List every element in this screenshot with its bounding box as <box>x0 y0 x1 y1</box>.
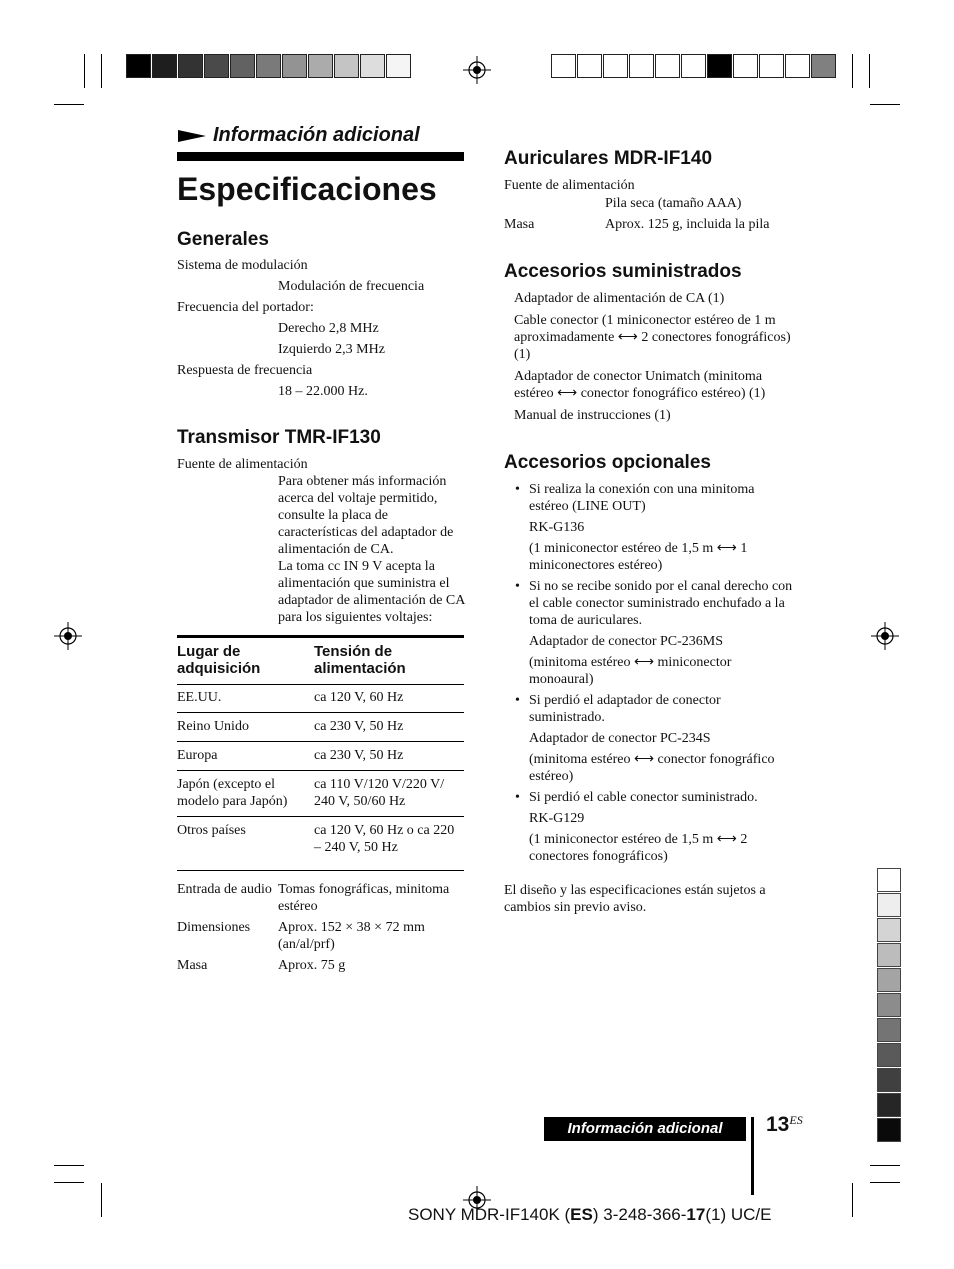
page-number-value: 13 <box>766 1113 790 1136</box>
footer-section-tab: Información adicional <box>544 1117 746 1141</box>
list-item: Cable conector (1 miniconector estéreo de 1 m aproximadamente ⟷ 2 conectores fonográficos) (1) <box>514 313 791 362</box>
color-swatch <box>877 968 901 992</box>
color-swatch <box>811 54 836 78</box>
color-swatch <box>877 1093 901 1117</box>
generales-heading: Generales <box>177 229 269 250</box>
color-swatch <box>126 54 151 78</box>
registration-mark-icon <box>463 56 491 84</box>
spec-value: Aprox. 75 g <box>278 958 346 973</box>
table-row <box>177 919 464 957</box>
color-swatch <box>334 54 359 78</box>
catalog-rev: 17 <box>686 1205 706 1224</box>
crop-mark <box>869 54 870 88</box>
catalog-end: (1) UC/E <box>705 1205 772 1224</box>
registration-mark-icon <box>54 622 82 650</box>
mass-row <box>504 216 794 233</box>
registration-mark-icon <box>871 622 899 650</box>
color-swatch <box>877 943 901 967</box>
color-swatch <box>877 1018 901 1042</box>
color-swatch <box>785 54 810 78</box>
auriculares-heading: Auriculares MDR-IF140 <box>504 148 713 169</box>
color-swatch <box>877 1068 901 1092</box>
color-swatch <box>759 54 784 78</box>
model-name: RK-G136 <box>529 520 585 535</box>
model-name: Adaptador de conector PC-236MS <box>529 634 724 649</box>
crop-mark <box>54 104 84 105</box>
color-swatch <box>282 54 307 78</box>
table-cell: Reino Unido <box>177 719 249 734</box>
model-desc: (minitoma estéreo ⟷ conector fonográfico estéreo) <box>529 752 775 784</box>
table-header: Tensión de alimentación <box>314 643 406 677</box>
opcionales-list <box>504 481 794 865</box>
gray-scale-bar <box>126 54 412 78</box>
color-swatch <box>386 54 411 78</box>
table-cell: ca 120 V, 60 Hz o ca 220 – 240 V, 50 Hz <box>314 823 455 855</box>
table-cell: ca 120 V, 60 Hz <box>314 690 404 705</box>
color-swatch <box>877 918 901 942</box>
transmisor-heading: Transmisor TMR-IF130 <box>177 427 381 448</box>
spec-value: La toma cc IN 9 V acepta la alimentación que suministra el adaptador de alimentación de CA para los siguientes voltajes: <box>278 559 465 625</box>
table-header: Lugar de adquisición <box>177 643 261 677</box>
transmisor-power <box>177 456 467 626</box>
table-row <box>177 957 464 974</box>
table-cell: Japón (excepto el modelo para Japón) <box>177 777 288 809</box>
color-swatch <box>360 54 385 78</box>
color-swatch <box>877 1118 901 1142</box>
list-item: Adaptador de conector Unimatch (minitoma estéreo ⟷ conector fonográfico estéreo) (1) <box>514 369 766 401</box>
spec-value: Izquierdo 2,3 MHz <box>278 342 385 357</box>
model-desc: (1 miniconector estéreo de 1,5 m ⟷ 2 conectores fonográficos) <box>529 832 748 864</box>
bullet-item: • Si no se recibe sonido por el canal derecho con el cable conector suministrado enchufado a la toma de auriculares. <box>515 578 794 629</box>
opcionales-heading: Accesorios opcionales <box>504 452 711 473</box>
spec-label: Fuente de alimentación <box>177 457 308 472</box>
table-cell: ca 230 V, 50 Hz <box>314 748 404 763</box>
bullet-item: • Si perdió el adaptador de conector suministrado. <box>515 692 794 726</box>
page-number-suffix: ES <box>789 1113 803 1127</box>
spec-value: Pila seca (tamaño AAA) <box>605 196 742 211</box>
table-row <box>177 685 464 713</box>
crop-mark <box>852 1183 853 1217</box>
table-row <box>177 771 464 817</box>
catalog-prefix: SONY MDR-IF140K ( <box>408 1205 571 1224</box>
table-cell: EE.UU. <box>177 690 222 705</box>
voltage-table <box>177 635 464 871</box>
model-name: Adaptador de conector PC-234S <box>529 731 711 746</box>
table-row <box>177 881 464 919</box>
model-desc: (1 miniconector estéreo de 1,5 m ⟷ 1 miniconectores estéreo) <box>529 541 748 573</box>
table-cell: ca 110 V/120 V/220 V/ 240 V, 50/60 Hz <box>314 777 445 809</box>
crop-mark <box>84 54 85 88</box>
crop-mark <box>101 1183 102 1217</box>
spec-label: Respuesta de frecuencia <box>177 363 313 378</box>
suministrados-heading: Accesorios suministrados <box>504 261 742 282</box>
section-label: Información adicional <box>213 124 420 146</box>
bullet-item: • Si perdió el cable conector suministrado. <box>515 789 794 806</box>
color-swatch <box>707 54 732 78</box>
spec-value: Aprox. 125 g, incluida la pila <box>605 217 770 232</box>
color-swatch <box>877 868 901 892</box>
table-cell: Otros países <box>177 823 246 838</box>
color-swatch <box>877 1043 901 1067</box>
auriculares-specs <box>504 177 794 233</box>
footer-rule <box>751 1117 754 1195</box>
table-row <box>177 713 464 742</box>
spec-value: Tomas fonográficas, minitoma estéreo <box>278 882 450 914</box>
color-swatch <box>230 54 255 78</box>
spec-label: Fuente de alimentación <box>504 178 635 193</box>
crop-mark <box>870 1182 900 1183</box>
crop-mark <box>54 1182 84 1183</box>
list-item: Manual de instrucciones (1) <box>514 408 671 423</box>
spec-value: 18 – 22.000 Hz. <box>278 384 368 399</box>
color-swatch <box>877 993 901 1017</box>
color-swatch <box>551 54 576 78</box>
color-swatch <box>178 54 203 78</box>
spec-label: Masa <box>504 217 535 232</box>
bullet-item: • Si realiza la conexión con una minitoma estéreo (LINE OUT) <box>515 481 794 515</box>
spec-label: Entrada de audio <box>177 882 272 897</box>
section-rule <box>177 152 464 161</box>
crop-mark <box>852 54 853 88</box>
table-row <box>177 817 464 871</box>
color-swatch <box>577 54 602 78</box>
color-swatch <box>152 54 177 78</box>
model-desc: (minitoma estéreo ⟷ miniconector monoaural) <box>529 655 732 687</box>
suministrados-list <box>504 290 794 424</box>
color-swatch <box>877 893 901 917</box>
spec-value: Derecho 2,8 MHz <box>278 321 379 336</box>
color-swatch <box>655 54 680 78</box>
spec-value: Aprox. 152 × 38 × 72 mm (an/al/prf) <box>278 920 425 952</box>
page-title: Especificaciones <box>177 171 437 207</box>
color-swatch <box>603 54 628 78</box>
spec-label: Masa <box>177 958 208 973</box>
spec-value: Para obtener más información acerca del voltaje permitido, consulte la placa de características del adaptador de alimentación de CA. <box>278 474 454 557</box>
color-swatch <box>308 54 333 78</box>
left-column <box>177 124 467 974</box>
spec-label: Sistema de modulación <box>177 258 308 273</box>
spec-value: Modulación de frecuencia <box>278 279 425 294</box>
arrow-right-icon <box>177 126 207 146</box>
generales-list <box>177 257 467 400</box>
catalog-number <box>408 1205 771 1225</box>
spec-label: Frecuencia del portador: <box>177 300 314 315</box>
color-swatch <box>681 54 706 78</box>
page-number <box>766 1113 803 1137</box>
crop-mark <box>101 54 102 88</box>
spec-label: Dimensiones <box>177 920 251 935</box>
table-header-row <box>177 637 464 685</box>
list-item: Adaptador de alimentación de CA (1) <box>514 291 725 306</box>
registration-bar <box>551 54 837 78</box>
table-row <box>177 742 464 771</box>
crop-mark <box>54 1165 84 1166</box>
color-swatch <box>629 54 654 78</box>
disclaimer-note: El diseño y las especificaciones están sujetos a cambios sin previo aviso. <box>504 883 766 915</box>
catalog-mid: ) 3-248-366- <box>592 1205 687 1224</box>
crop-mark <box>870 1165 900 1166</box>
catalog-lang: ES <box>570 1205 593 1224</box>
side-gray-scale-bar <box>877 868 901 1143</box>
color-swatch <box>204 54 229 78</box>
crop-mark <box>870 104 900 105</box>
right-column <box>504 148 794 916</box>
table-cell: ca 230 V, 50 Hz <box>314 719 404 734</box>
model-name: RK-G129 <box>529 811 585 826</box>
section-header <box>177 124 467 147</box>
extras-table <box>177 881 464 974</box>
color-swatch <box>256 54 281 78</box>
table-cell: Europa <box>177 748 218 763</box>
color-swatch <box>733 54 758 78</box>
